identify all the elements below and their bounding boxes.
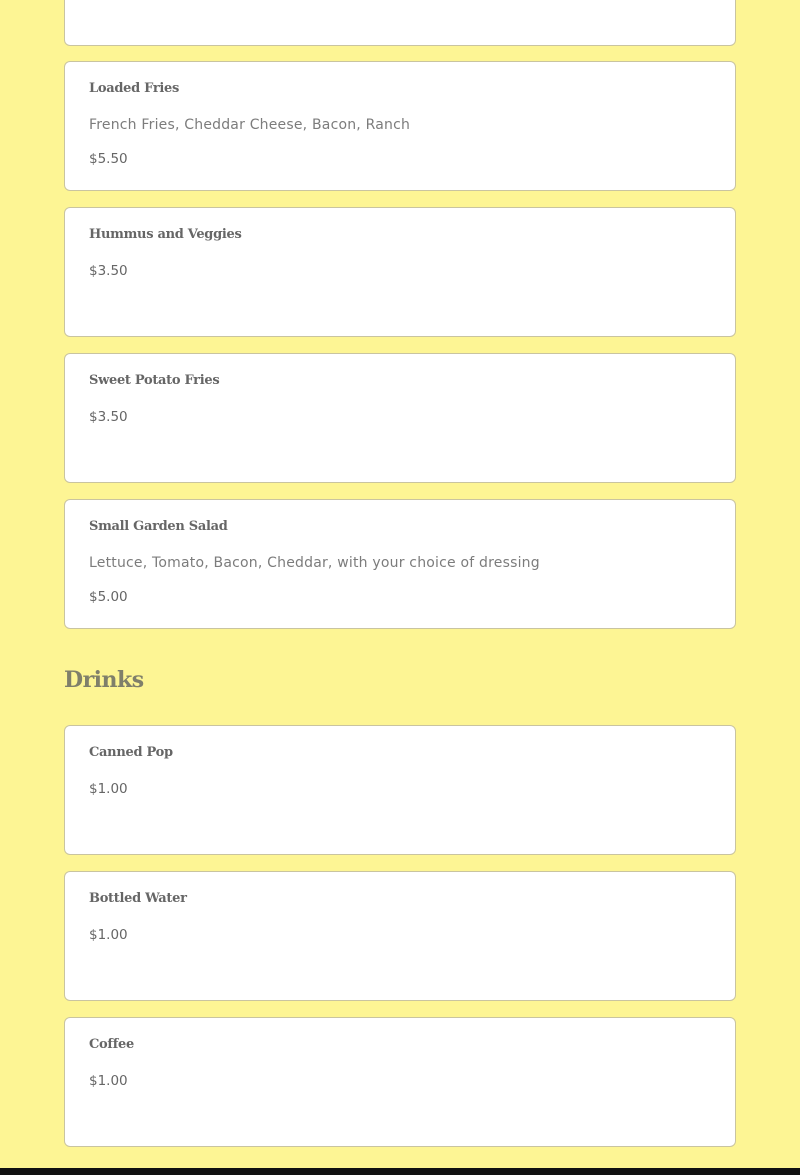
menu-item-name: Sweet Potato Fries — [89, 373, 220, 388]
menu-item-name: Loaded Fries — [89, 81, 179, 96]
menu-item-price: $3.50 — [89, 409, 128, 425]
menu-item-price: $1.00 — [89, 1073, 128, 1089]
menu-item-description: French Fries, Cheddar Cheese, Bacon, Ranch — [89, 117, 411, 133]
menu-item-price: $5.00 — [89, 589, 128, 605]
menu-item-name: Small Garden Salad — [89, 519, 228, 534]
menu-item-card — [64, 353, 736, 483]
menu-item-card — [64, 207, 736, 337]
menu-item-card — [64, 1017, 736, 1147]
menu-item-name: Bottled Water — [89, 891, 187, 906]
menu-item-card — [64, 725, 736, 855]
footer-bar — [0, 1168, 800, 1175]
menu-item-card — [64, 61, 736, 191]
menu-item-price: $5.50 — [89, 151, 128, 167]
menu-item-card — [64, 499, 736, 629]
menu-item-price: $3.50 — [89, 263, 128, 279]
menu-item-card-partial — [64, 0, 736, 46]
menu-item-name: Coffee — [89, 1037, 134, 1052]
menu-item-name: Hummus and Veggies — [89, 227, 242, 242]
menu-item-name: Canned Pop — [89, 745, 173, 760]
menu-item-price: $1.00 — [89, 927, 128, 943]
menu-item-price: $1.00 — [89, 781, 128, 797]
menu-item-description: Lettuce, Tomato, Bacon, Cheddar, with your choice of dressing — [89, 555, 540, 571]
section-heading-drinks: Drinks — [64, 667, 144, 693]
menu-item-card — [64, 871, 736, 1001]
